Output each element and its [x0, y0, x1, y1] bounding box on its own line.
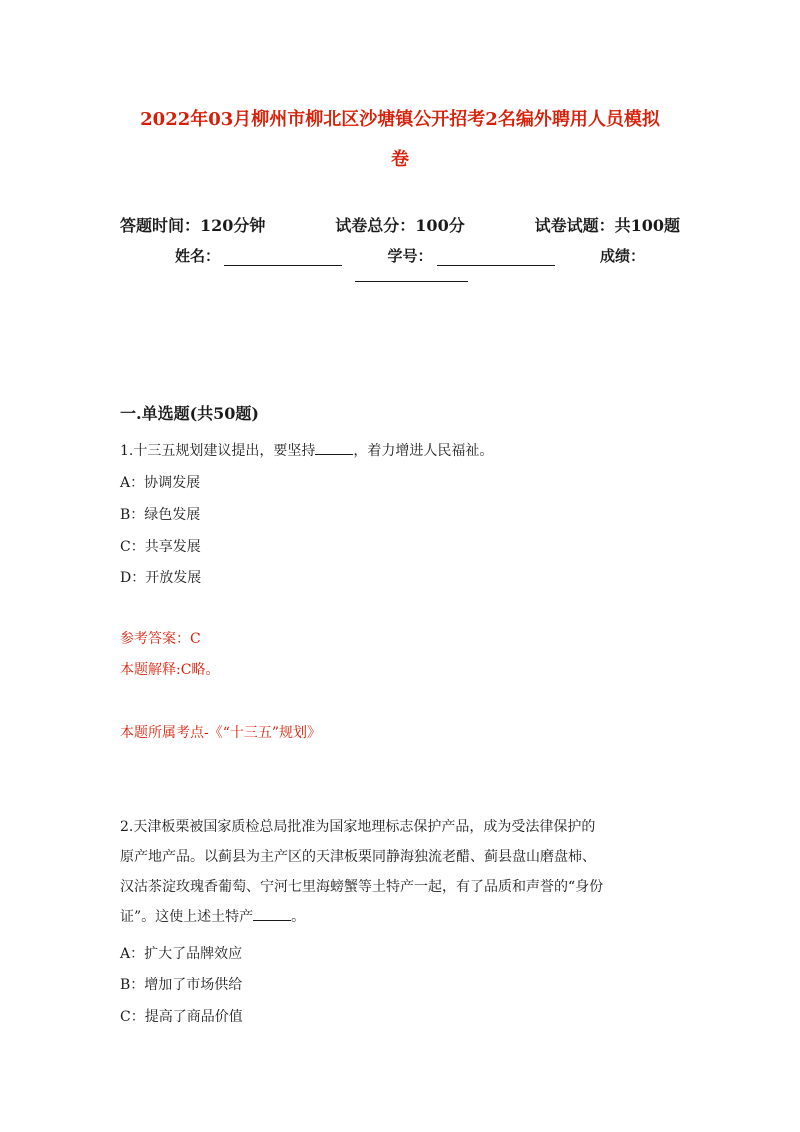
score-field[interactable] [600, 245, 645, 266]
question-1-answer: 参考答案：C [120, 631, 201, 647]
question-1-option-d[interactable]: D：开放发展 [120, 570, 202, 586]
exam-total-score: 试卷总分：100分 [335, 216, 465, 235]
exam-title-line2: 卷 [391, 149, 409, 170]
name-field[interactable] [175, 245, 342, 266]
name-label: 姓名： [175, 247, 221, 265]
question-2-option-c[interactable]: C：提高了商品价值 [120, 1009, 243, 1025]
id-blank[interactable] [437, 250, 555, 266]
id-field[interactable] [387, 245, 554, 266]
question-1-text: 1.十三五规划建议提出，要坚持 ，着力增进人民福祉。 [120, 443, 494, 459]
exam-title-line1: 2022年03月柳州市柳北区沙塘镇公开招考2名编外聘用人员模拟 [140, 109, 660, 130]
name-blank[interactable] [224, 250, 342, 266]
exam-time: 答题时间：120分钟 [120, 216, 266, 235]
question-1-option-b[interactable]: B：绿色发展 [120, 507, 201, 523]
question-1-option-c[interactable]: C：共享发展 [120, 539, 201, 555]
question-1-explanation: 本题解释:C略。 [120, 662, 220, 678]
answer-blank [253, 908, 291, 921]
student-fields [175, 245, 645, 266]
section-title: 一.单选题(共50题) [120, 404, 259, 423]
score-blank[interactable] [355, 269, 468, 282]
question-2-option-b[interactable]: B：增加了市场供给 [120, 977, 243, 993]
question-2-option-a[interactable]: A：扩大了品牌效应 [120, 946, 243, 962]
answer-blank [315, 442, 353, 455]
score-label: 成绩： [599, 247, 645, 265]
question-2-text: 2.天津板栗被国家质检总局批准为国家地理标志保护产品，成为受法律保护的 原产地产品。以蓟县为主产区的天津板栗同静海独流老醋、蓟县盘山磨盘柿、 汉沽茶淀玫瑰香葡萄、宁河七里海螃蟹等土特产一起，有了品质和声誉的“身份 证”。这使上述土特产 。 [120, 819, 604, 925]
exam-meta [120, 213, 680, 236]
question-1-topic: 本题所属考点-《“十三五”规划》 [120, 725, 322, 741]
id-label: 学号： [387, 247, 433, 265]
exam-question-count: 试卷试题：共100题 [534, 216, 680, 235]
question-1-option-a[interactable]: A：协调发展 [120, 475, 201, 491]
